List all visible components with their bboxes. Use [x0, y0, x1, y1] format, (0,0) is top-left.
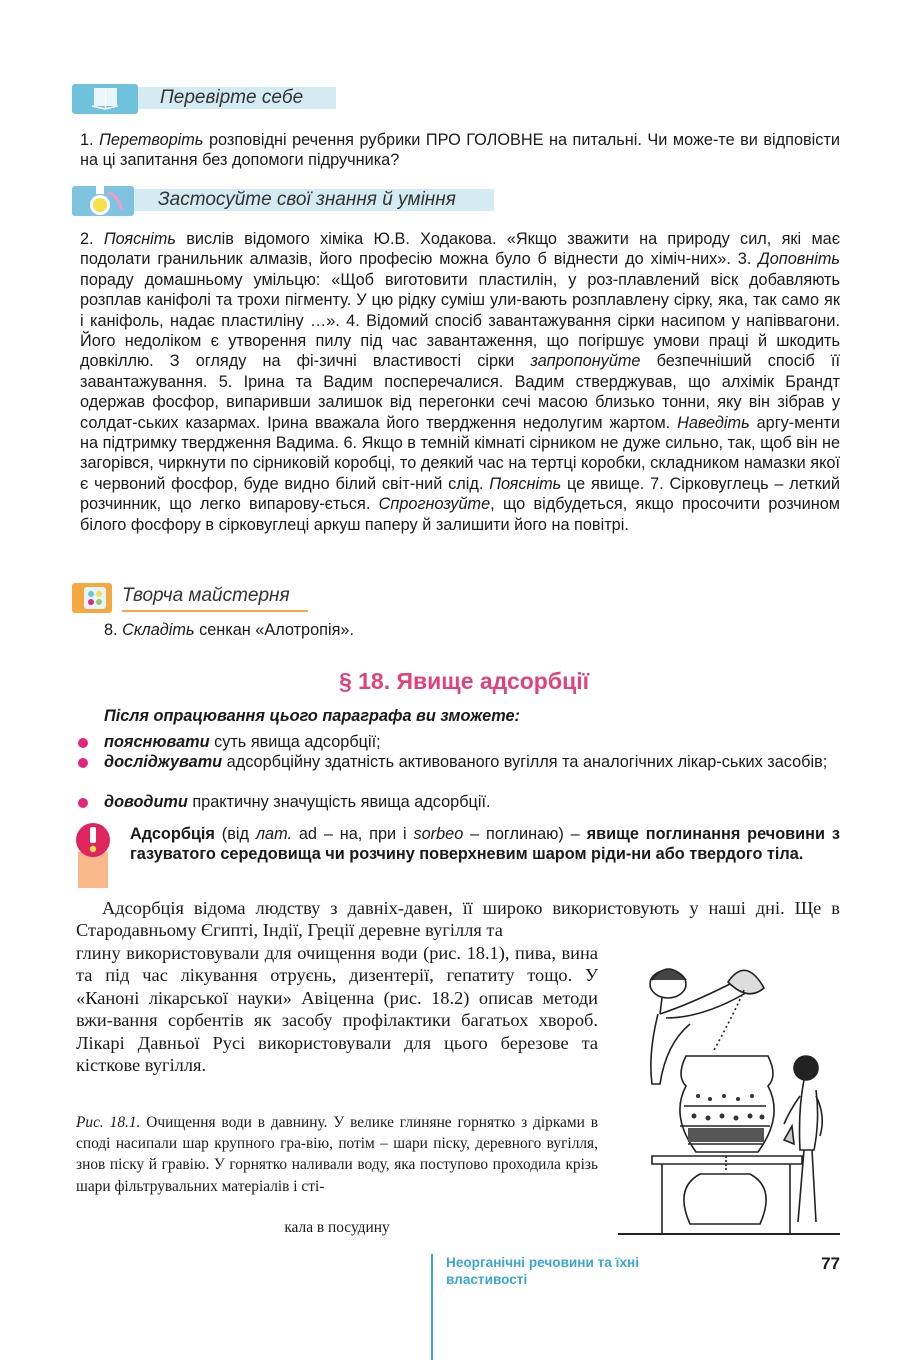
apply-questions: 2. Поясніть вислів відомого хіміка Ю.В. Ходакова. «Якщо зважити на природу сил, які має подолати гранильник алмазів, його професію можна було б віднести до хіміч-них». 3. Доповніть пораду домашньому умільцю: «Щоб виготовити пластилін, у роз-плавлений віск добавляють розплав каніфолі та трохи пігменту. У цю рідку суміш ули-вають розплавлену сірку, яка, так само як і каніфоль, надає пластиліну …». 4. Відомий спосіб завантажування сірки насипом у напіввагони. Його недоліком є утворення пилу під час завантаження, що погіршує умови праці й шкодить довкіллю. З огляду на фі-зичні властивості сірки запропонуйте безпечніший спосіб її завантажування. 5. Ірина та Вадим посперечалися. Вадим стверджував, що алхімік Брандт одержав фосфор, випаривши залишок від перегонки сечі масою близько тонни, яку він зібрав у солдат-ських казармах. Ірина вважала його твердження недолугим жартом. Наведіть аргу-менти на підтримку твердження Вадима. 6. Якщо в темній кімнаті сірником не дуже сильно, так, щоб він не загорівся, чиркнути по сірниковій коробці, то деякий час на тертці коробки, складником намазки якої є червоний фосфор, буде видно білий світ-ний слід. Поясніть це явище. 7. Сірковуглець – леткий розчинник, що легко випарову-ється. Спрогнозуйте, що відбудеться, якщо просочити розчином білого фосфору в сірковуглеці аркуш паперу й залишити його на повітрі. — [80, 230, 841, 534]
creative-header — [72, 583, 312, 611]
question-1: 1. Перетворіть розповідні речення рубрики ПРО ГОЛОВНЕ на питальні. Чи може-те ви відповісти на ці запитання без допомоги підручника? — [80, 131, 840, 170]
apply-knowledge-title: Застосуйте свої знання й уміння — [158, 189, 456, 210]
attention-icon — [76, 822, 112, 888]
creative-underline — [122, 610, 308, 612]
goal-item-2: досліджувати адсорбційну здатність активованого вугілля та аналогічних лікар-ських засобів; — [104, 753, 828, 771]
body-narrow: глину використовували для очищення води (рис. 18.1), пива, вина та під час лікування отруєнь, дизентерії, гепатиту тощо. У «Каноні лікарської науки» Авіценна (рис. 18.2) описав методи вжи-вання сорбентів як засобу профілактики багатьох хвороб. Лікарі Давньої Русі використовували для цього березове та кісткове вугілля. — [76, 943, 598, 1076]
book-icon — [72, 84, 138, 114]
goal-item-1: пояснювати суть явища адсорбції; — [104, 733, 381, 751]
figure-water-purification — [618, 956, 840, 1238]
check-yourself-title: Перевірте себе — [160, 87, 304, 108]
question-8: 8. Складіть сенкан «Алотропія». — [104, 621, 354, 639]
check-yourself-header — [72, 84, 336, 112]
footer-section-title: Неорганічні речовини та їхні властивості — [446, 1255, 639, 1287]
bullet-dot — [78, 798, 88, 808]
goals-intro: Після опрацювання цього параграфа ви зможете: — [104, 707, 520, 725]
bullet-dot — [78, 738, 88, 748]
body-intro: Адсорбція відома людству з давніх-давен, її широко використовують у наші дні. Ще в Стародавньому Єгипті, Індії, Греції деревне вугілля та — [76, 898, 840, 941]
adsorption-definition: Адсорбція (від лат. ad – на, при і sorbeo – поглинаю) – явище поглинання речовини з газуватого середовища чи розчину поверхневим шаром ріди-ни або твердого тіла. — [130, 825, 840, 864]
paragraph-title: § 18. Явище адсорбції — [338, 668, 590, 694]
apply-knowledge-header — [72, 186, 494, 214]
figure-caption-last: кала в посудину — [284, 1219, 390, 1236]
palette-icon — [72, 583, 112, 613]
footer-divider — [431, 1254, 433, 1360]
figure-caption: Рис. 18.1. Очищення води в давнину. У велике глиняне горнятко з дірками в споді насипали шар крупного гра-вію, потім – шари піску, деревного вугілля, знов піску й гравію. У горнятко наливали воду, яка поступово проходила крізь шари фільтрувальних матеріалів і сті- — [76, 1114, 598, 1195]
goal-item-3: доводити практичну значущість явища адсорбції. — [104, 793, 491, 811]
flask-icon — [72, 186, 134, 216]
page-number: 77 — [821, 1254, 840, 1273]
bullet-dot — [78, 758, 88, 768]
creative-title: Творча майстерня — [122, 585, 290, 606]
